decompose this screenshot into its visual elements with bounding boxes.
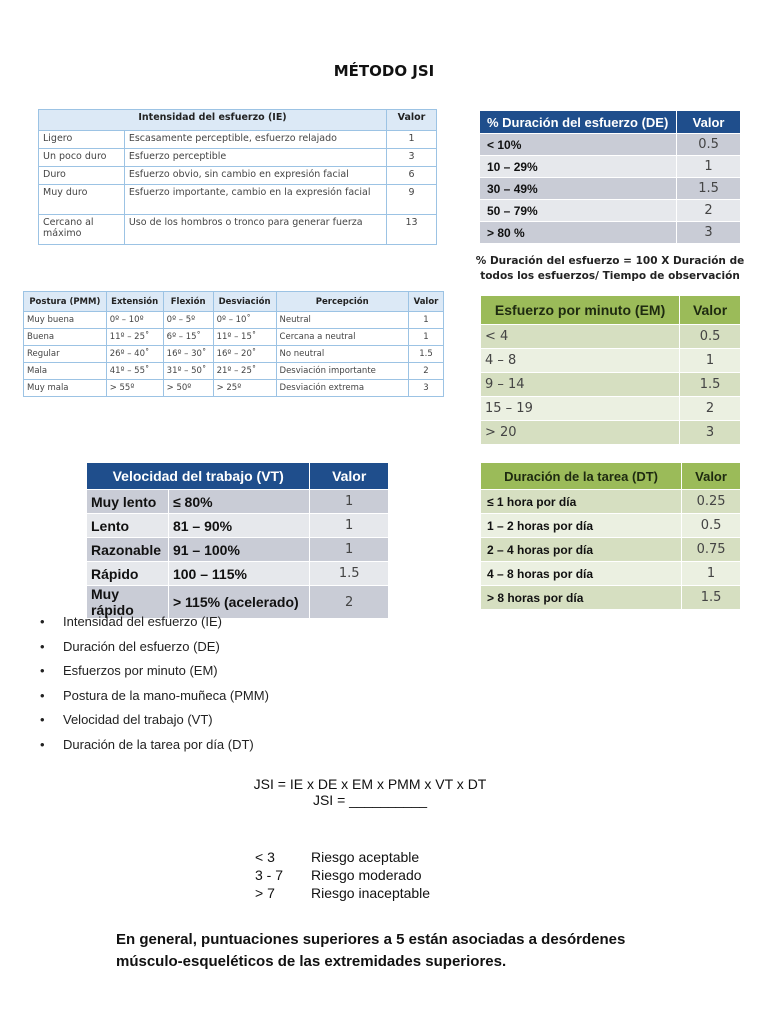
ie-header-title: Intensidad del esfuerzo (IE) [39, 110, 387, 131]
pmm-perception: Desviación extrema [276, 380, 408, 397]
em-header-title: Esfuerzo por minuto (EM) [481, 296, 680, 325]
ie-value: 13 [387, 215, 437, 245]
pmm-perception: Neutral [276, 312, 408, 329]
ie-header-value: Valor [387, 110, 437, 131]
pmm-deviation: 21º – 25˚ [213, 363, 276, 380]
de-value: 3 [677, 222, 741, 244]
vt-header-title: Velocidad del trabajo (VT) [87, 463, 310, 490]
de-range: < 10% [480, 134, 677, 156]
table-row [481, 325, 741, 349]
table-row [480, 156, 741, 178]
ie-level: Cercano al máximo [39, 215, 125, 245]
risk-row [255, 866, 430, 884]
pmm-perception: No neutral [276, 346, 408, 363]
pmm-deviation: > 25º [213, 380, 276, 397]
table-header-row [24, 292, 444, 312]
pmm-posture: Muy mala [24, 380, 107, 397]
vt-range: 100 – 115% [168, 562, 309, 586]
em-value: 2 [680, 397, 741, 421]
table-row [481, 514, 741, 538]
pmm-extension: 41º – 55˚ [106, 363, 163, 380]
ie-desc: Uso de los hombros o tronco para generar fuerza [124, 215, 386, 245]
dt-header-title: Duración de la tarea (DT) [481, 463, 682, 490]
dt-range: 4 – 8 horas por día [481, 562, 682, 586]
pmm-flexion: 16º – 30˚ [163, 346, 213, 363]
em-range: > 20 [481, 421, 680, 445]
em-header-value: Valor [680, 296, 741, 325]
table-row [87, 538, 389, 562]
vt-range: ≤ 80% [168, 490, 309, 514]
table-header-row [87, 463, 389, 490]
vt-label: Lento [87, 514, 169, 538]
pmm-header-value: Valor [408, 292, 443, 312]
em-range: 9 – 14 [481, 373, 680, 397]
ie-desc: Esfuerzo obvio, sin cambio en expresión facial [124, 167, 386, 185]
em-range: < 4 [481, 325, 680, 349]
dt-value: 0.5 [682, 514, 741, 538]
table-row [24, 346, 444, 363]
risk-label: Riesgo aceptable [311, 849, 420, 865]
list-item: • Postura de la mano-muñeca (PMM) [40, 686, 269, 711]
table-row [481, 538, 741, 562]
table-row [87, 514, 389, 538]
pmm-value: 1 [408, 312, 443, 329]
jsi-formula: JSI = IE x DE x EM x PMM x VT x DT [253, 776, 487, 792]
table-row [39, 131, 437, 149]
risk-scale [255, 848, 430, 902]
pmm-flexion: > 50º [163, 380, 213, 397]
ie-level: Muy duro [39, 185, 125, 215]
vt-label: Rápido [87, 562, 169, 586]
table-row [24, 312, 444, 329]
de-range: 30 – 49% [480, 178, 677, 200]
table-row [481, 490, 741, 514]
de-range: > 80 % [480, 222, 677, 244]
pmm-posture: Buena [24, 329, 107, 346]
pmm-flexion: 6º – 15˚ [163, 329, 213, 346]
dt-value: 1 [682, 562, 741, 586]
table-header-row [481, 463, 741, 490]
de-value: 1.5 [677, 178, 741, 200]
de-header-value: Valor [677, 111, 741, 134]
risk-row [255, 884, 430, 902]
vt-value: 1.5 [310, 562, 389, 586]
pmm-table [23, 291, 444, 397]
vt-value: 1 [310, 514, 389, 538]
ie-desc: Esfuerzo perceptible [124, 149, 386, 167]
risk-range: < 3 [255, 849, 275, 865]
dt-header-value: Valor [682, 463, 741, 490]
de-value: 2 [677, 200, 741, 222]
pmm-header-extension: Extensión [106, 292, 163, 312]
em-value: 1.5 [680, 373, 741, 397]
table-row [481, 349, 741, 373]
table-row [481, 397, 741, 421]
table-header-row [480, 111, 741, 134]
table-row [480, 134, 741, 156]
vt-range: 81 – 90% [168, 514, 309, 538]
table-row [24, 363, 444, 380]
vt-header-value: Valor [310, 463, 389, 490]
factor-list [40, 612, 269, 759]
vt-range: 91 – 100% [168, 538, 309, 562]
table-row [480, 200, 741, 222]
pmm-flexion: 31º – 50˚ [163, 363, 213, 380]
pmm-extension: > 55º [106, 380, 163, 397]
dt-table [480, 462, 741, 610]
de-range: 10 – 29% [480, 156, 677, 178]
em-table [480, 295, 741, 445]
em-value: 1 [680, 349, 741, 373]
table-row [481, 562, 741, 586]
table-row [39, 149, 437, 167]
dt-range: 2 – 4 horas por día [481, 538, 682, 562]
risk-range: > 7 [255, 885, 275, 901]
risk-row [255, 848, 430, 866]
de-range: 50 – 79% [480, 200, 677, 222]
list-item: • Duración de la tarea por día (DT) [40, 735, 269, 760]
jsi-result-blank: JSI = __________ [312, 792, 428, 808]
pmm-value: 1 [408, 329, 443, 346]
table-row [24, 329, 444, 346]
ie-value: 1 [387, 131, 437, 149]
dt-range: > 8 horas por día [481, 586, 682, 610]
list-item: • Velocidad del trabajo (VT) [40, 710, 269, 735]
pmm-header-flexion: Flexión [163, 292, 213, 312]
vt-label: Muy rápido [87, 586, 169, 619]
table-row [481, 586, 741, 610]
de-header-title: % Duración del esfuerzo (DE) [480, 111, 677, 134]
em-value: 3 [680, 421, 741, 445]
dt-range: ≤ 1 hora por día [481, 490, 682, 514]
pmm-value: 2 [408, 363, 443, 380]
de-value: 1 [677, 156, 741, 178]
risk-range: 3 - 7 [255, 867, 284, 883]
pmm-value: 3 [408, 380, 443, 397]
de-value: 0.5 [677, 134, 741, 156]
table-row [87, 562, 389, 586]
ie-value: 9 [387, 185, 437, 215]
dt-value: 0.75 [682, 538, 741, 562]
ie-value: 3 [387, 149, 437, 167]
page-title: MÉTODO JSI [333, 62, 435, 80]
list-item: • Duración del esfuerzo (DE) [40, 637, 269, 662]
pmm-header-posture: Postura (PMM) [24, 292, 107, 312]
ie-desc: Escasamente perceptible, esfuerzo relajado [124, 131, 386, 149]
pmm-header-deviation: Desviación [213, 292, 276, 312]
table-header-row [481, 296, 741, 325]
ie-level: Duro [39, 167, 125, 185]
list-item: • Esfuerzos por minuto (EM) [40, 661, 269, 686]
vt-range: > 115% (acelerado) [168, 586, 309, 619]
pmm-perception: Desviación importante [276, 363, 408, 380]
table-row [480, 222, 741, 244]
table-row [39, 185, 437, 215]
table-row [480, 178, 741, 200]
pmm-perception: Cercana a neutral [276, 329, 408, 346]
conclusion-text: En general, puntuaciones superiores a 5 están asociadas a desórdenes músculo-esqueléticos de las extremidades superiores. [116, 931, 626, 970]
ie-level: Un poco duro [39, 149, 125, 167]
dt-value: 0.25 [682, 490, 741, 514]
em-value: 0.5 [680, 325, 741, 349]
pmm-deviation: 16º – 20˚ [213, 346, 276, 363]
ie-value: 6 [387, 167, 437, 185]
pmm-posture: Muy buena [24, 312, 107, 329]
risk-label: Riesgo inaceptable [311, 885, 431, 901]
risk-label: Riesgo moderado [311, 867, 422, 883]
pmm-value: 1.5 [408, 346, 443, 363]
pmm-header-perception: Percepción [276, 292, 408, 312]
pmm-extension: 11º – 25˚ [106, 329, 163, 346]
pmm-posture: Mala [24, 363, 107, 380]
table-row [481, 421, 741, 445]
vt-label: Razonable [87, 538, 169, 562]
pmm-posture: Regular [24, 346, 107, 363]
table-row [24, 380, 444, 397]
ie-desc: Esfuerzo importante, cambio en la expresión facial [124, 185, 386, 215]
de-table [479, 110, 741, 244]
vt-label: Muy lento [87, 490, 169, 514]
dt-range: 1 – 2 horas por día [481, 514, 682, 538]
em-range: 4 – 8 [481, 349, 680, 373]
ie-level: Ligero [39, 131, 125, 149]
pmm-flexion: 0º – 5º [163, 312, 213, 329]
em-range: 15 – 19 [481, 397, 680, 421]
pmm-extension: 0º – 10º [106, 312, 163, 329]
list-item: • Intensidad del esfuerzo (IE) [40, 612, 269, 637]
ie-table [38, 109, 437, 245]
table-row [39, 167, 437, 185]
dt-value: 1.5 [682, 586, 741, 610]
table-row [481, 373, 741, 397]
table-row [39, 215, 437, 245]
vt-value: 1 [310, 490, 389, 514]
vt-table [86, 462, 389, 619]
pmm-deviation: 11º – 15˚ [213, 329, 276, 346]
vt-value: 2 [310, 586, 389, 619]
table-row [87, 490, 389, 514]
pmm-extension: 26º – 40˚ [106, 346, 163, 363]
vt-value: 1 [310, 538, 389, 562]
table-header-row [39, 110, 437, 131]
pmm-deviation: 0º – 10˚ [213, 312, 276, 329]
de-formula-note: % Duración del esfuerzo = 100 X Duración de todos los esfuerzos/ Tiempo de observación [475, 255, 745, 282]
